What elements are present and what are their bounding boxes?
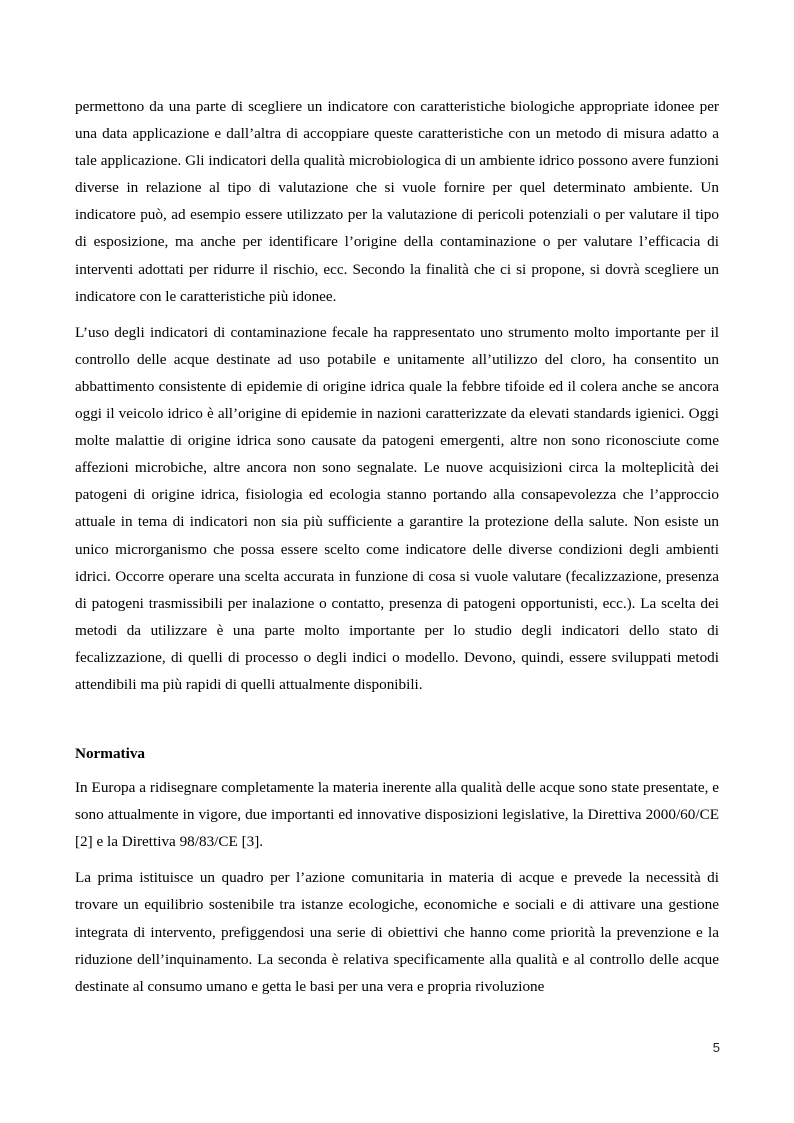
paragraph-indicators: permettono da una parte di scegliere un indicatore con caratteristiche biologiche appropriate idonee per una data applicazione e dall’altra di accoppiare queste caratteristiche con un metodo di misura adatto a tale applicazione. Gli indicatori della qualità microbiologica di un ambiente idrico possono avere funzioni diverse in relazione al tipo di valutazione che si vuole fornire per quel determinato ambiente. Un indicatore può, ad esempio essere utilizzato per la valutazione di pericoli potenziali o per valutare il tipo di esposizione, ma anche per identificare l’origine della contaminazione o per valutare l’efficacia di interventi adottati per ridurre il rischio, ecc. Secondo la finalità che ci si propone, si dovrà scegliere un indicatore con le caratteristiche più idonee.	[75, 98, 719, 305]
document-body	[75, 93, 719, 1000]
page-number: 5	[712, 1040, 720, 1055]
section-heading-normativa: Normativa	[75, 745, 146, 763]
paragraph-first-directive: La prima istituisce un quadro per l’azione comunitaria in materia di acque e prevede la necessità di trovare un equilibrio sostenibile tra istanze ecologiche, economiche e sociali e di attivare una gestione integrata di intervento, prefiggendosi una serie di obiettivi che hanno come priorità la prevenzione e la riduzione dell’inquinamento. La seconda è relativa specificamente alla qualità e al controllo delle acque destinate al consumo umano e getta le basi per una vera e propria rivoluzione	[75, 869, 719, 995]
paragraph-europe-directives: In Europa a ridisegnare completamente la materia inerente alla qualità delle acque sono state presentate, e sono attualmente in vigore, due importanti ed innovative disposizioni legislative, la Direttiva 2000/60/CE [2] e la Direttiva 98/83/CE [3].	[75, 779, 719, 851]
paragraph-fecal-contamination: L’uso degli indicatori di contaminazione fecale ha rappresentato uno strumento molto importante per il controllo delle acque destinate ad uso potabile e unitamente all’utilizzo del cloro, ha consentito un abbattimento consistente di epidemie di origine idrica quale la febbre tifoide ed il colera anche se ancora oggi il veicolo idrico è all’origine di epidemie in nazioni caratterizzate da elevati standards igienici. Oggi molte malattie di origine idrica sono causate da patogeni emergenti, altre non sono riconosciute come affezioni microbiche, altre ancora non sono segnalate. Le nuove acquisizioni circa la molteplicità dei patogeni di origine idrica, fisiologia ed ecologia stanno portando alla consapevolezza che l’approccio attuale in tema di indicatori non sia più sufficiente a garantire la protezione della salute. Non esiste un unico microrganismo che possa essere scelto come indicatore delle diverse condizioni degli ambienti idrici. Occorre operare una scelta accurata in funzione di cosa si vuole valutare (fecalizzazione, presenza di patogeni trasmissibili per inalazione o contatto, presenza di patogeni opportunisti, ecc.). La scelta dei metodi da utilizzare è una parte molto importante per lo studio degli indicatori dello stato di fecalizzazione, di quelli di processo o degli indici o modello. Devono, quindi, essere sviluppati metodi attendibili ma più rapidi di quelli attualmente disponibili.	[75, 323, 719, 693]
